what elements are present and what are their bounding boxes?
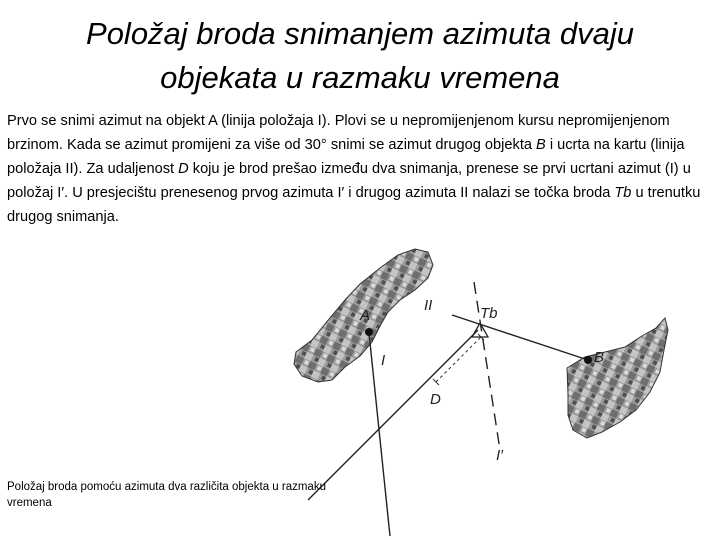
slide-title-line-1: Položaj broda snimanjem azimuta dvaju [86, 16, 634, 51]
body-text-part: Prvo se snimi azimut na objekt A (linija položaja I). Plovi se u nepromijenjenom kursu nepromijenjenom brzinom. Kada se azimut promijeni za više od 30 [7, 113, 670, 153]
object-a-dot [365, 328, 373, 336]
body-text-part: u trenutku drugog snimanja. [7, 185, 701, 225]
object-b-dot [584, 356, 592, 364]
line-of-position-i [369, 333, 390, 536]
label-b: B [594, 349, 605, 366]
degree-symbol: ° [320, 137, 327, 153]
slide-title-line-2: objekata u razmaku vremena [160, 60, 560, 95]
distance-d-line [436, 337, 481, 382]
distance-d-ref: D [178, 161, 189, 177]
label-i: I [381, 352, 386, 369]
landmass-b [567, 318, 668, 438]
body-text-part: i ucrta na kartu (linija položaja II). Za udaljenost [7, 137, 685, 177]
label-d: D [430, 391, 441, 408]
object-b-ref: B [536, 137, 546, 153]
body-text-part: snimi se azimut drugog objekta [326, 137, 537, 153]
label-a: A [360, 307, 371, 324]
label-tb: Tb [480, 305, 498, 322]
label-ii: II [424, 297, 433, 314]
ship-point-ref: Tb [614, 185, 632, 201]
body-text-part: koju je brod prešao između dva snimanja, prenese se prvi ucrtani azimut (I) u položaj I′. U presjecištu prenesenog prvog azimuta I′ i drugog azimuta II nalazi se točka broda [7, 161, 691, 201]
figure-caption: Položaj broda pomoću azimuta dva različita objekta u razmaku vremena [7, 481, 326, 509]
label-i-prime: I′ [496, 447, 503, 464]
